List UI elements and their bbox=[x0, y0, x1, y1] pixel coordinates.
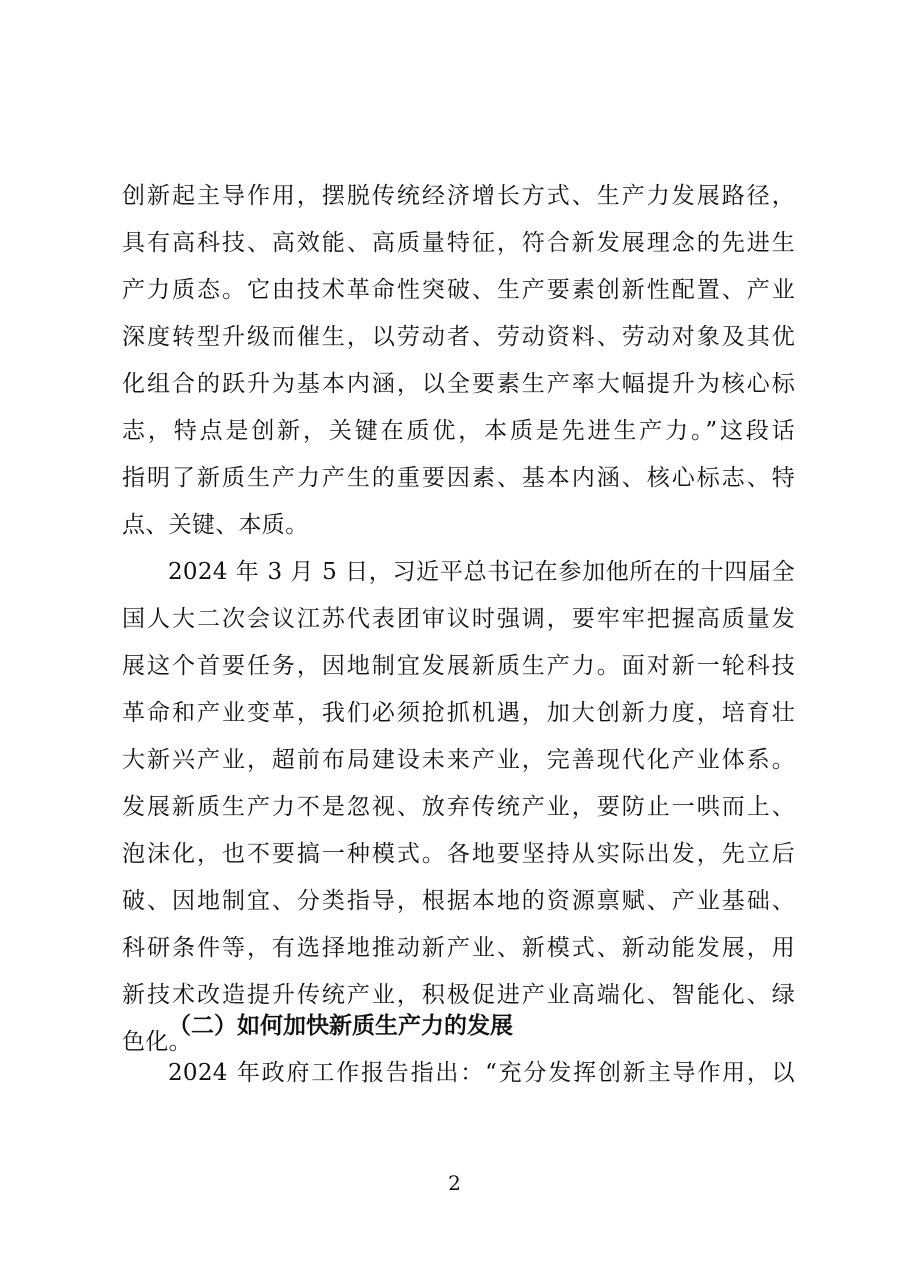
paragraph-3 bbox=[122, 1050, 795, 1097]
paragraph-1-line: 创新起主导作用，摆脱传统经济增长方式、生产力发展路径， bbox=[122, 183, 795, 209]
paragraph-2-line: 发展新质生产力不是忽视、放弃传统产业，要防止一哄而上、 bbox=[122, 794, 795, 820]
paragraph-1-line: 化组合的跃升为基本内涵，以全要素生产率大幅提升为核心标 bbox=[122, 371, 795, 397]
paragraph-1-line: 具有高科技、高效能、高质量特征，符合新发展理念的先进生 bbox=[122, 230, 795, 256]
paragraph-2-line: 新技术改造提升传统产业，积极促进产业高端化、智能化、绿 bbox=[122, 982, 795, 1008]
paragraph-2-line: 色化。 bbox=[122, 1029, 192, 1055]
page-number: 2 bbox=[448, 1171, 461, 1195]
paragraph-2-line: 展这个首要任务，因地制宜发展新质生产力。面对新一轮科技 bbox=[122, 653, 795, 679]
paragraph-2-line: 2024 年 3 月 5 日，习近平总书记在参加他所在的十四届全 bbox=[168, 559, 795, 585]
paragraph-1-line: 志，特点是创新，关键在质优，本质是先进生产力。”这段话 bbox=[122, 418, 795, 444]
paragraph-1-line: 点、关键、本质。 bbox=[122, 512, 309, 538]
section-heading: （二）如何加快新质生产力的发展 bbox=[168, 1013, 513, 1039]
paragraph-2-line: 革命和产业变革，我们必须抢抓机遇，加大创新力度，培育壮 bbox=[122, 700, 795, 726]
paragraph-2 bbox=[122, 549, 795, 1066]
paragraph-2-line: 科研条件等，有选择地推动新产业、新模式、新动能发展，用 bbox=[122, 935, 795, 961]
paragraph-2-line: 大新兴产业，超前布局建设未来产业，完善现代化产业体系。 bbox=[122, 747, 795, 773]
paragraph-1-line: 深度转型升级而催生，以劳动者、劳动资料、劳动对象及其优 bbox=[122, 324, 795, 350]
paragraph-2-line: 泡沫化，也不要搞一种模式。各地要坚持从实际出发，先立后 bbox=[122, 841, 795, 867]
paragraph-1-line: 产力质态。它由技术革命性突破、生产要素创新性配置、产业 bbox=[122, 277, 795, 303]
paragraph-3-line: 2024 年政府工作报告指出：“充分发挥创新主导作用，以 bbox=[168, 1060, 795, 1086]
paragraph-2-line: 国人大二次会议江苏代表团审议时强调，要牢牢把握高质量发 bbox=[122, 606, 795, 632]
paragraph-1-line: 指明了新质生产力产生的重要因素、基本内涵、核心标志、特 bbox=[122, 465, 795, 491]
paragraph-1 bbox=[122, 173, 795, 549]
paragraph-2-line: 破、因地制宜、分类指导，根据本地的资源禀赋、产业基础、 bbox=[122, 888, 795, 914]
